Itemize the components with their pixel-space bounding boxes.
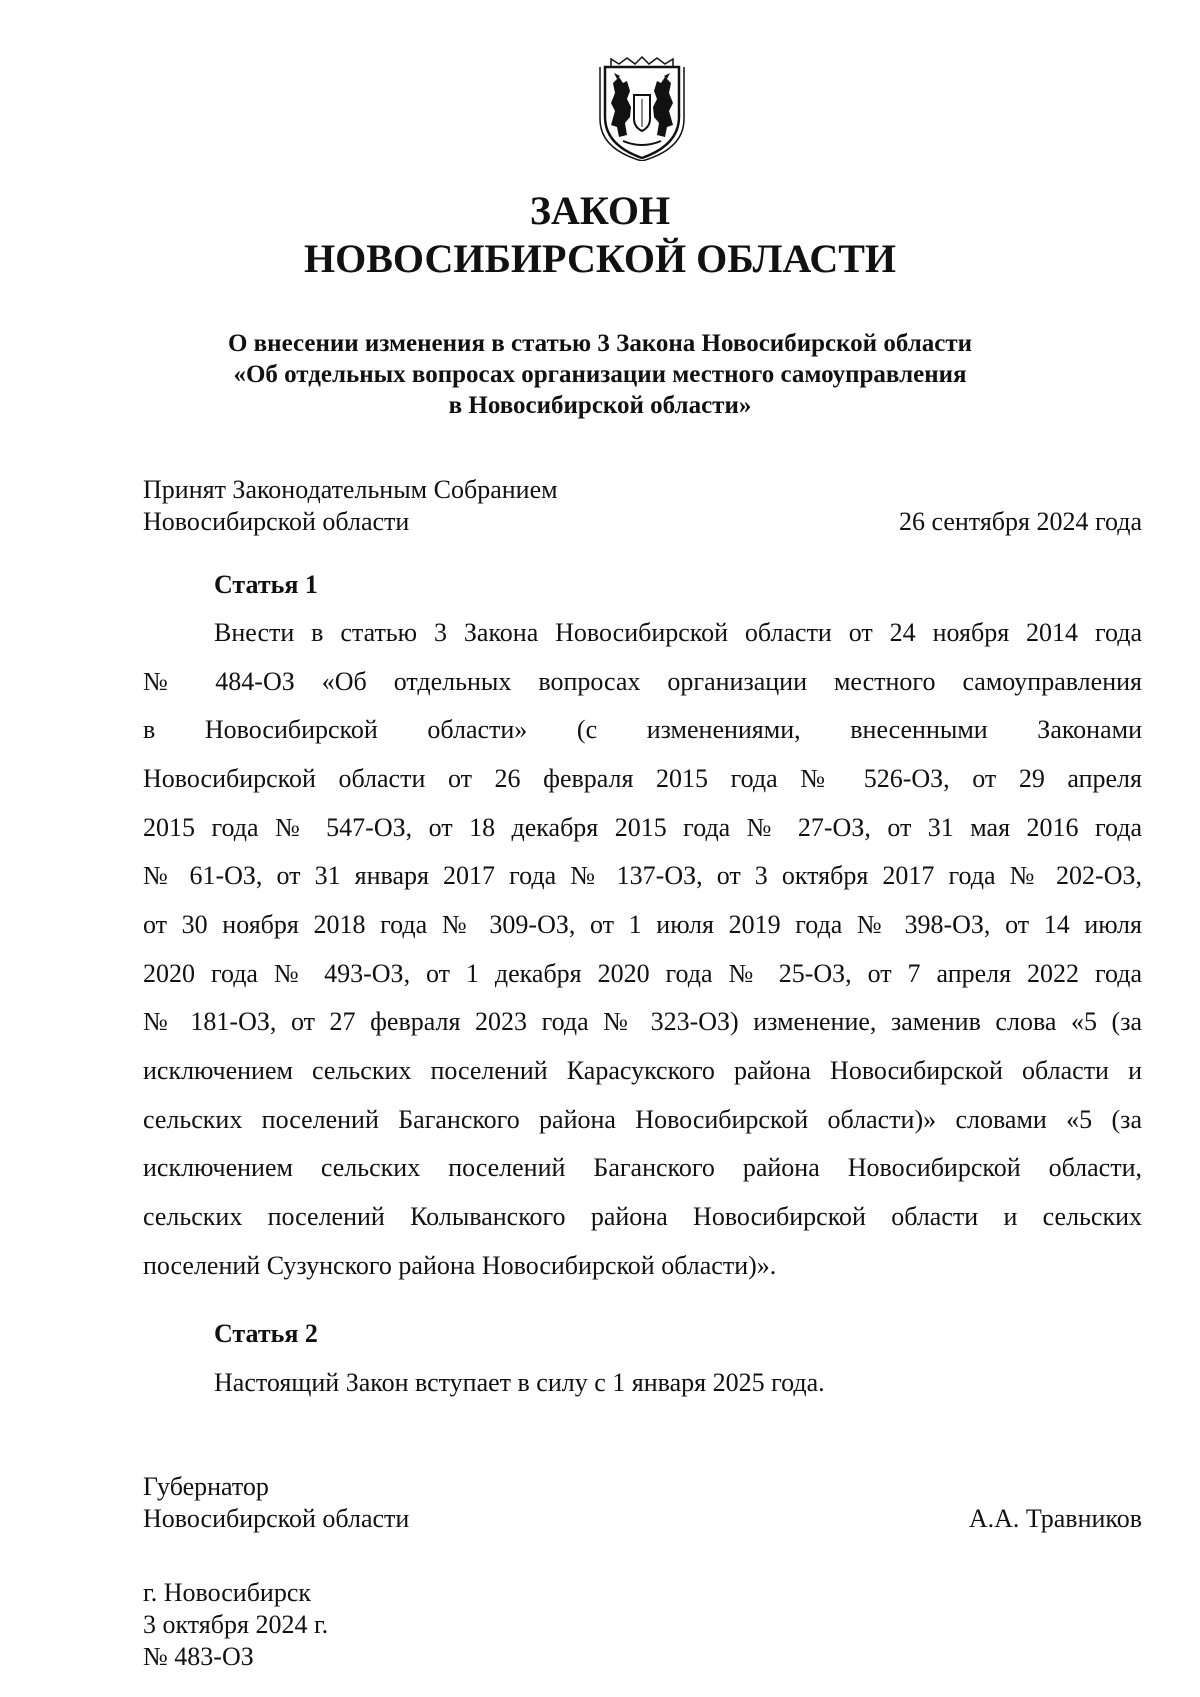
article-1-text-line: 2015 года № 547-ОЗ, от 18 декабря 2015 года № 27-ОЗ, от 31 мая 2016 года bbox=[143, 813, 1142, 842]
article-1-text-line: от 30 ноября 2018 года № 309-ОЗ, от 1 июля 2019 года № 398-ОЗ, от 14 июля bbox=[143, 910, 1142, 939]
article-1-text-line: исключением сельских поселений Баганского района Новосибирской области, bbox=[143, 1153, 1142, 1182]
document-title: ЗАКОН bbox=[529, 188, 671, 233]
article-1-text-line: № 61-ОЗ, от 31 января 2017 года № 137-ОЗ, от 3 октября 2017 года № 202-ОЗ, bbox=[143, 861, 1142, 890]
adopted-by-line: Принят Законодательным Собранием bbox=[143, 475, 558, 504]
article-1-text-line: № 181-ОЗ, от 27 февраля 2023 года № 323-ОЗ) изменение, заменив слова «5 (за bbox=[143, 1007, 1142, 1036]
article-1-text-line: в Новосибирской области» (с изменениями, внесенными Законами bbox=[143, 715, 1142, 744]
coat-of-arms-icon bbox=[597, 55, 687, 161]
article-1-text-line: поселений Сузунского района Новосибирской области)». bbox=[143, 1251, 777, 1280]
article-1-text-line: Внести в статью 3 Закона Новосибирской области от 24 ноября 2014 года bbox=[214, 618, 1142, 647]
article-1-text-line: исключением сельских поселений Карасукского района Новосибирской области и bbox=[143, 1056, 1142, 1085]
law-subject-line: в Новосибирской области» bbox=[448, 392, 752, 419]
law-number: № 483-ОЗ bbox=[143, 1642, 254, 1671]
article-2-heading: Статья 2 bbox=[214, 1319, 318, 1348]
signatory-position: Новосибирской области bbox=[143, 1504, 410, 1533]
document-title-region: НОВОСИБИРСКОЙ ОБЛАСТИ bbox=[303, 236, 897, 281]
signing-city: г. Новосибирск bbox=[143, 1578, 312, 1607]
article-1-text-line: № 484-ОЗ «Об отдельных вопросах организации местного самоуправления bbox=[143, 667, 1142, 696]
article-1-text-line: сельских поселений Колыванского района Новосибирской области и сельских bbox=[143, 1202, 1142, 1231]
article-1-text-line: сельских поселений Баганского района Новосибирской области)» словами «5 (за bbox=[143, 1105, 1142, 1134]
law-subject-line: «Об отдельных вопросах организации местного самоуправления bbox=[233, 361, 967, 388]
article-1-text-line: 2020 года № 493-ОЗ, от 1 декабря 2020 года № 25-ОЗ, от 7 апреля 2022 года bbox=[143, 959, 1142, 988]
article-1-text-line: Новосибирской области от 26 февраля 2015 года № 526-ОЗ, от 29 апреля bbox=[143, 764, 1142, 793]
article-1-heading: Статья 1 bbox=[214, 570, 318, 599]
adoption-date: 26 сентября 2024 года bbox=[898, 507, 1142, 536]
adopted-by-line: Новосибирской области bbox=[143, 507, 410, 536]
signatory-position: Губернатор bbox=[143, 1472, 269, 1501]
signatory-name: А.А. Травников bbox=[968, 1504, 1142, 1533]
signing-date: 3 октября 2024 г. bbox=[143, 1610, 329, 1639]
article-2-text: Настоящий Закон вступает в силу с 1 января 2025 года. bbox=[214, 1368, 825, 1397]
law-subject-line: О внесении изменения в статью 3 Закона Новосибирской области bbox=[227, 330, 973, 357]
